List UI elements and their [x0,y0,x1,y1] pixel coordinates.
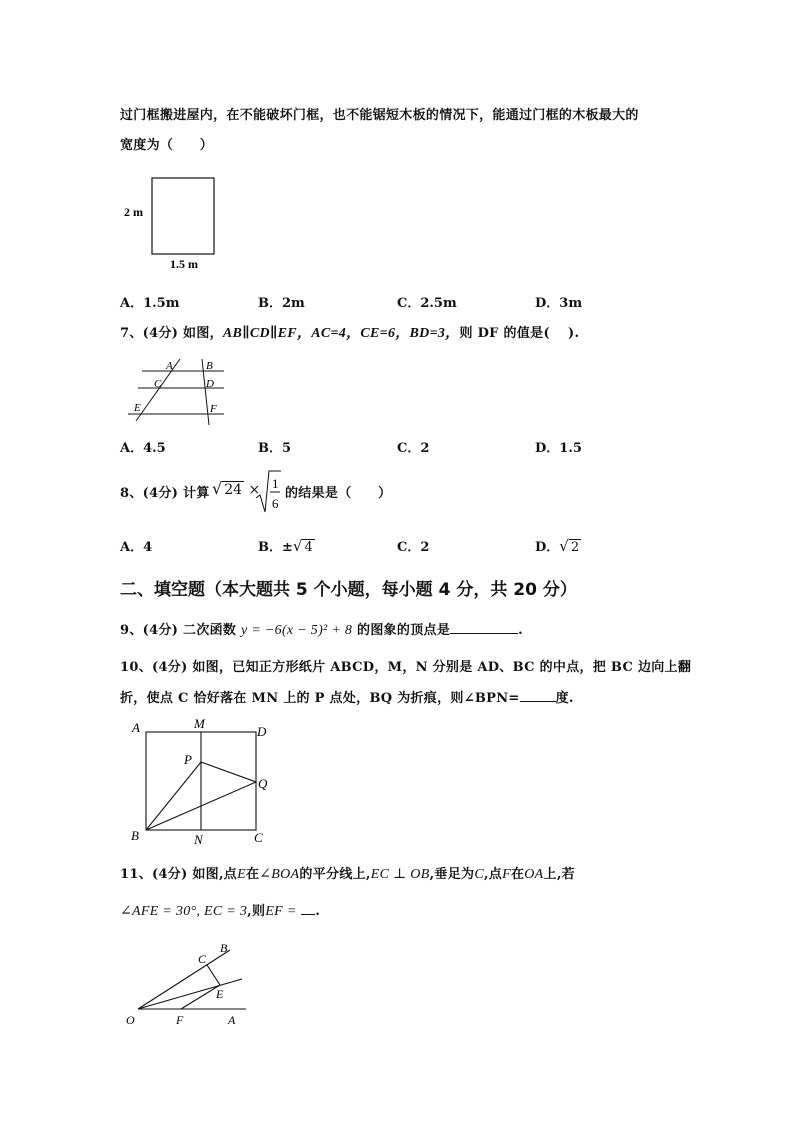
q8-radicand-24: 24 [224,482,243,498]
q10-label-p: P [184,752,192,767]
q11-ef: EF = [265,904,297,919]
q8-option-d-radicand: 2 [570,540,580,555]
section-fill-in-title: 二、填空题（本大题共 5 个小题，每小题 4 分，共 20 分） [120,580,577,600]
q11-ray-oa: OA [524,867,544,882]
door-height-label: 2 m [124,205,143,219]
q10-label-b: B [131,828,139,843]
bisector-oe [138,979,242,1009]
q11-angle-boa: ∠BOA [259,867,300,882]
q8-expression [212,479,260,498]
segment-ec [207,965,220,985]
q6-option-a[interactable]: A．1.5m [120,296,180,311]
q11-label-b: B [220,941,228,955]
segment-pq [201,762,256,782]
q7-option-a[interactable]: A．4.5 [120,441,166,456]
q8-option-c[interactable]: C．2 [397,540,430,555]
q10-text-line2 [120,687,574,706]
q10-answer-blank[interactable] [520,689,556,702]
angle-bisector-figure [124,938,254,1030]
q8-option-d[interactable] [535,536,581,555]
q11-ask: ,则 [247,904,266,919]
segment-fe [181,985,220,1009]
sqrt-symbol-1: √ [212,479,223,498]
q8-option-b-prefix: B．± [258,540,293,555]
q10-label-c: C [254,830,263,845]
q7-label-c: C [154,378,162,390]
q7-option-b[interactable]: B．5 [258,441,292,456]
sqrt-symbol-b: √ [292,537,303,555]
door-frame-rect [152,178,214,254]
q6-option-c[interactable]: C．2.5m [397,296,457,311]
q11-condition: ∠AFE = 30°, EC = 3 [120,904,248,919]
q8-option-b[interactable] [258,536,315,555]
q10-label-n: N [194,832,203,847]
q7-label-e: E [134,402,141,414]
q9-prefix: 9、(4分) 二次函数 [120,623,237,638]
q11-point-c: C [474,867,484,882]
q7-label-d: D [206,378,214,390]
q11-label-a: A [228,1013,236,1027]
q8-option-d-prefix: D． [535,540,560,555]
q11-line1-end: 上,若 [543,867,575,882]
square-fold-figure [126,716,272,848]
q8-numerator: 1 [272,476,279,491]
q11-text-line2 [120,900,320,920]
q11-line1-mid: 的平分线上, [299,867,371,882]
q9-formula: y = −6(x − 5)² + 8 [241,623,353,638]
q8-denominator: 6 [272,496,279,511]
q11-on: 在 [510,867,525,882]
q7-ask: 则 DF 的值是( ). [459,326,580,341]
q10-line2-prefix: 折，使点 C 恰好落在 MN 上的 P 点处，BQ 为折痕，则∠BPN= [120,691,520,706]
parallel-lines-figure [122,355,232,427]
q7-label-b: B [206,360,213,372]
q11-foot: ,垂足为 [429,867,475,882]
q7-condition: AB∥CD∥EF，AC=4，CE=6，BD=3， [222,326,460,341]
q8-suffix: 的结果是（ ） [285,486,392,501]
q11-label-e: E [216,987,224,1001]
q7-label-a: A [166,360,173,372]
q10-label-d: D [257,724,267,739]
q9-text [120,619,523,639]
q8-prefix: 8、(4分) 计算 [120,486,210,501]
q11-point-f: F [502,867,511,882]
q7-label-f: F [210,403,217,415]
q6-option-b[interactable]: B．2m [258,296,305,311]
q7-option-d[interactable]: D．1.5 [535,441,582,456]
q11-label-o: O [126,1013,135,1027]
q7-option-c[interactable]: C．2 [397,441,430,456]
q6-option-d[interactable]: D．3m [535,296,583,311]
q11-answer-blank[interactable] [301,902,315,915]
q11-label-f: F [176,1013,184,1027]
q8-option-a[interactable]: A．4 [120,540,153,555]
transversal-ace [136,359,180,421]
q7-text [120,322,579,342]
segment-bp [146,762,201,830]
sqrt-symbol-d: √ [559,537,569,555]
q10-line2-suffix: 度. [555,691,574,706]
q10-text-line1: 10、(4分) 如图，已知正方形纸片 ABCD，M，N 分别是 AD、BC 的中点，把 BC 边向上翻 [120,660,692,675]
q11-in: 在 [245,867,260,882]
q7-prefix: 7、(4分) 如图， [120,326,223,341]
door-width-label: 1.5 m [170,257,198,271]
q9-end: . [518,623,523,638]
q11-perp: EC ⊥ OB [370,867,430,882]
q11-text-line1 [120,863,575,883]
q8-times: × [248,482,261,498]
q10-label-m: M [194,716,205,731]
q11-line1-prefix: 11、(4分) 如图,点 [120,867,238,882]
q6-text-line1: 过门框搬进屋内，在不能破坏门框，也不能锯短木板的情况下，能通过门框的木板最大的 [120,108,639,123]
q9-answer-blank[interactable] [450,621,518,634]
q11-point-e: E [237,867,246,882]
q9-suffix: 的图象的顶点是 [357,623,451,638]
q11-point-f-text: ,点 [483,867,503,882]
q10-label-a: A [132,720,140,735]
q8-option-b-radicand: 4 [304,540,313,555]
q6-text-line2: 宽度为（ ） [120,138,214,153]
q11-end: . [315,904,321,919]
q8-sqrt-fraction [255,468,281,516]
q10-label-q: Q [258,776,268,791]
door-frame-figure [120,168,230,280]
q11-label-c: C [198,952,207,966]
